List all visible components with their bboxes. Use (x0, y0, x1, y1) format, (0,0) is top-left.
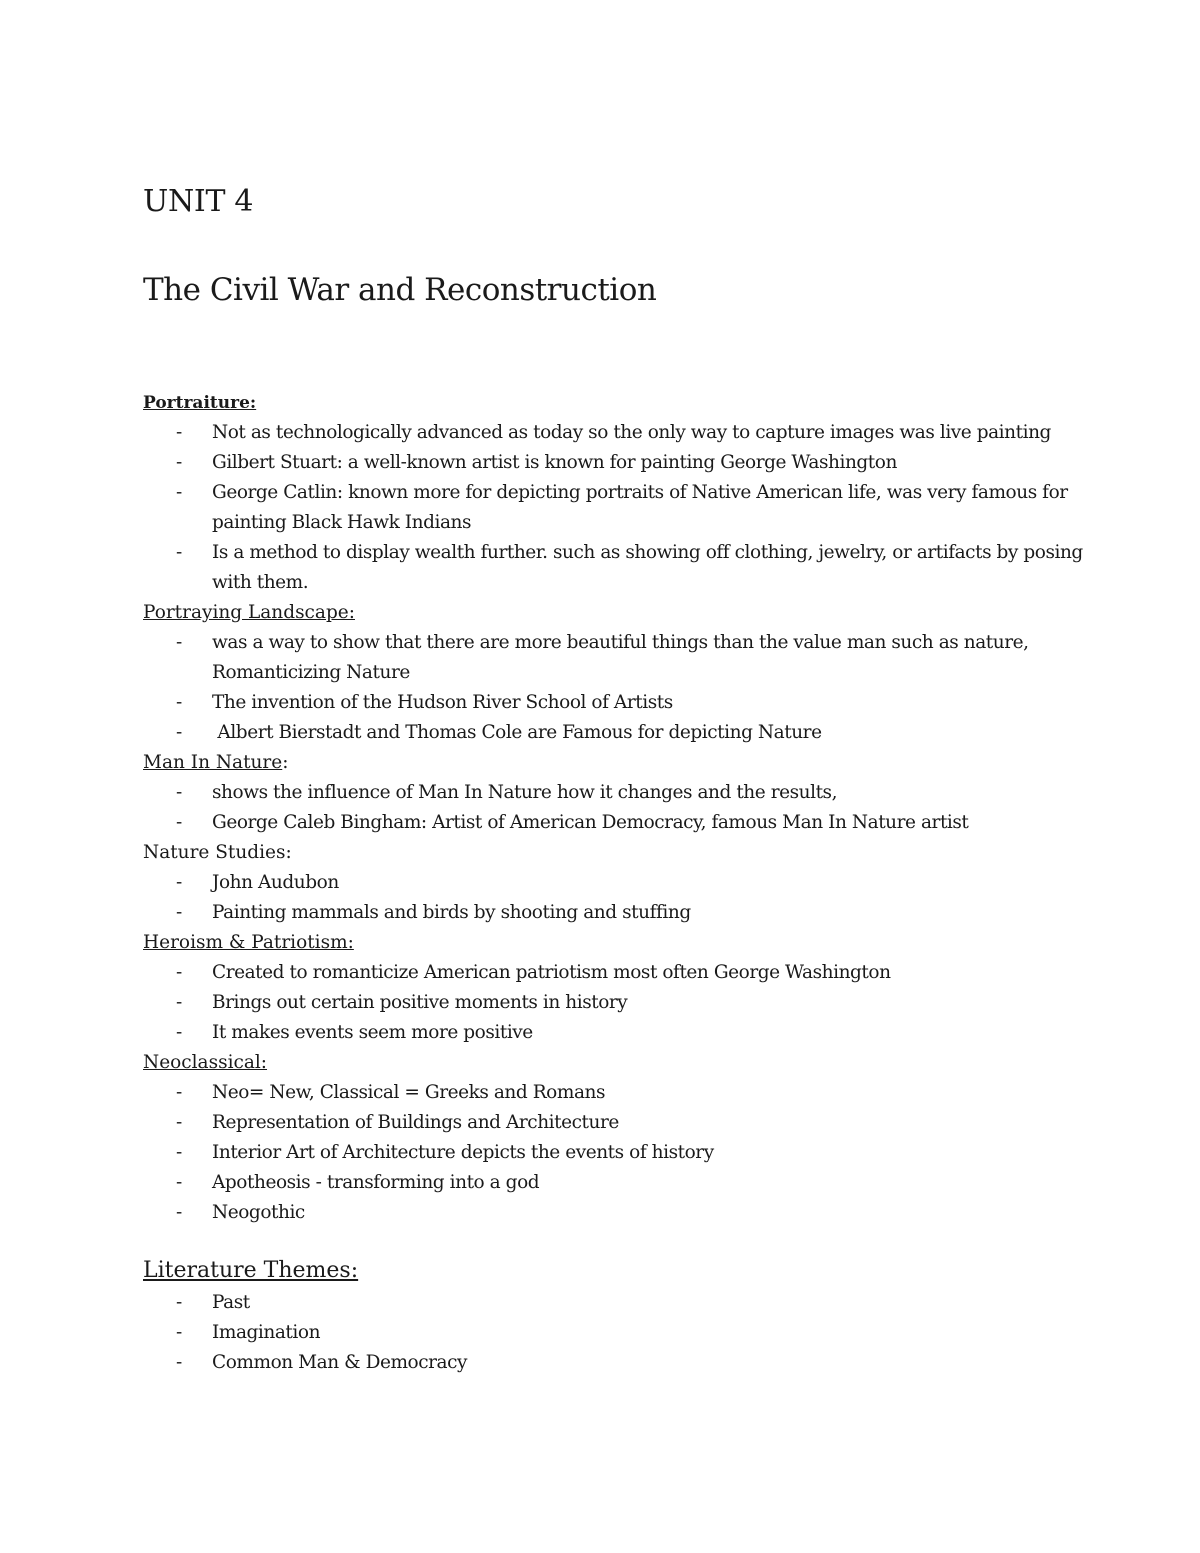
section-heading-man-in-nature: Man In Nature: (143, 752, 289, 773)
document-title: The Civil War and Reconstruction (143, 272, 657, 308)
list-item: - Brings out certain positive moments in history (143, 988, 1103, 1018)
notes-content (143, 388, 1103, 1378)
list-item: - Past (143, 1288, 1103, 1318)
list-item: - George Catlin: known more for depicting portraits of Native American life, was very famous for painting Black Hawk Indians (143, 478, 1103, 538)
unit-title: UNIT 4 (143, 184, 254, 219)
list-item: - Representation of Buildings and Architecture (143, 1108, 1103, 1138)
neoclassical-list (143, 1078, 1103, 1228)
dash-bullet: - (176, 452, 182, 473)
dash-bullet: - (176, 1172, 182, 1193)
section-heading-heroism-patriotism: Heroism & Patriotism: (143, 932, 354, 953)
section-heading-literature-themes: Literature Themes: (143, 1258, 359, 1283)
dash-bullet: - (176, 1112, 182, 1133)
dash-bullet: - (176, 422, 182, 443)
list-item: - Interior Art of Architecture depicts the events of history (143, 1138, 1103, 1168)
dash-bullet: - (176, 722, 182, 743)
dash-bullet: - (176, 872, 182, 893)
portraying-landscape-list (143, 628, 1103, 748)
dash-bullet: - (176, 632, 182, 653)
section-heading-neoclassical: Neoclassical: (143, 1052, 268, 1073)
list-item: - Is a method to display wealth further. such as showing off clothing, jewelry, or artifacts by posing with them. (143, 538, 1103, 598)
list-item: - shows the influence of Man In Nature how it changes and the results, (143, 778, 1103, 808)
list-item: - Created to romanticize American patriotism most often George Washington (143, 958, 1103, 988)
list-item: - Albert Bierstadt and Thomas Cole are Famous for depicting Nature (143, 718, 1103, 748)
list-item: - Common Man & Democracy (143, 1348, 1103, 1378)
dash-bullet: - (176, 1352, 182, 1373)
dash-bullet: - (176, 1202, 182, 1223)
heroism-patriotism-list (143, 958, 1103, 1048)
dash-bullet: - (176, 692, 182, 713)
dash-bullet: - (176, 542, 182, 563)
list-item: - Painting mammals and birds by shooting and stuffing (143, 898, 1103, 928)
list-item: - Neogothic (143, 1198, 1103, 1228)
dash-bullet: - (176, 812, 182, 833)
list-item: - Apotheosis - transforming into a god (143, 1168, 1103, 1198)
portraiture-list (143, 418, 1103, 598)
dash-bullet: - (176, 992, 182, 1013)
dash-bullet: - (176, 1142, 182, 1163)
section-heading-nature-studies: Nature Studies: (143, 842, 292, 863)
list-item: - It makes events seem more positive (143, 1018, 1103, 1048)
dash-bullet: - (176, 1292, 182, 1313)
list-item: - was a way to show that there are more beautiful things than the value man such as nature, Romanticizing Nature (143, 628, 1103, 688)
dash-bullet: - (176, 1322, 182, 1343)
dash-bullet: - (176, 902, 182, 923)
dash-bullet: - (176, 1082, 182, 1103)
man-in-nature-list (143, 778, 1103, 838)
list-item: - Imagination (143, 1318, 1103, 1348)
dash-bullet: - (176, 962, 182, 983)
nature-studies-list (143, 868, 1103, 928)
literature-themes-list (143, 1288, 1103, 1378)
list-item: - George Caleb Bingham: Artist of American Democracy, famous Man In Nature artist (143, 808, 1103, 838)
dash-bullet: - (176, 482, 182, 503)
list-item: - John Audubon (143, 868, 1103, 898)
dash-bullet: - (176, 782, 182, 803)
list-item: - Not as technologically advanced as today so the only way to capture images was live painting (143, 418, 1103, 448)
section-heading-portraiture: Portraiture: (143, 393, 257, 413)
list-item: - Gilbert Stuart: a well-known artist is known for painting George Washington (143, 448, 1103, 478)
dash-bullet: - (176, 1022, 182, 1043)
list-item: - Neo= New, Classical = Greeks and Romans (143, 1078, 1103, 1108)
section-heading-portraying-landscape: Portraying Landscape: (143, 602, 355, 623)
list-item: - The invention of the Hudson River School of Artists (143, 688, 1103, 718)
